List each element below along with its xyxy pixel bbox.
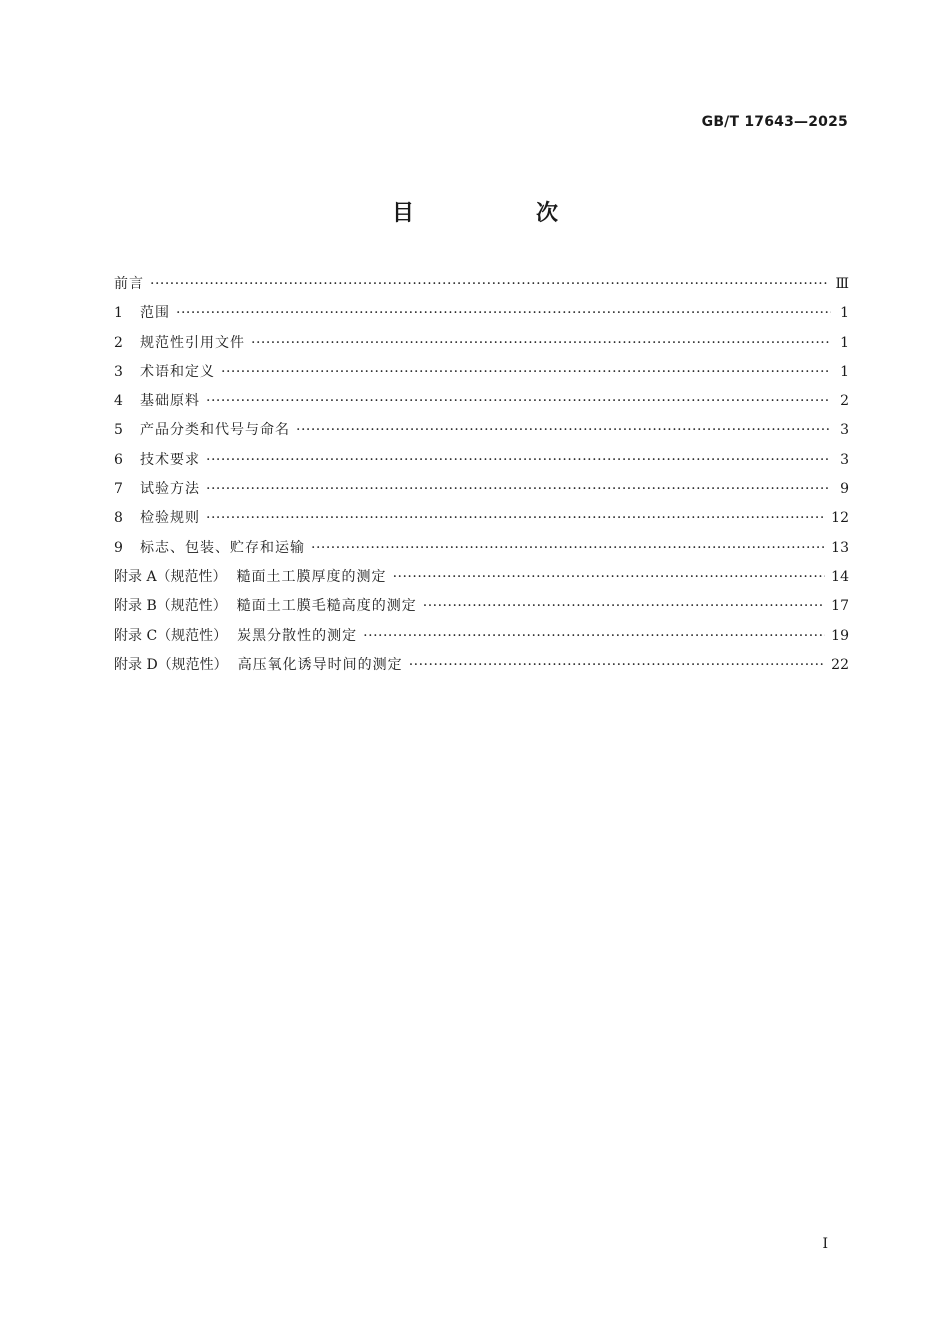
toc-entry-number: 1 <box>114 305 123 322</box>
toc-leader-dots <box>150 270 829 299</box>
toc-leader-dots <box>296 416 831 445</box>
toc-entry-number: 6 <box>114 451 123 468</box>
toc-entry-label: 范围 <box>140 305 170 322</box>
page-title: 目 次 <box>391 201 608 226</box>
toc-entry-annex-d[interactable] <box>114 651 849 680</box>
toc-entry-label: 糙面土工膜厚度的测定 <box>236 568 387 585</box>
toc-entry-label: 术语和定义 <box>140 363 215 380</box>
toc-entry-page: 1 <box>840 363 849 380</box>
toc-entry-foreword[interactable] <box>114 270 849 299</box>
toc-entry-page: 2 <box>840 393 849 410</box>
toc-entry-label: 糙面土工膜毛糙高度的测定 <box>236 598 417 615</box>
toc-entry-page: 13 <box>831 539 849 556</box>
toc-leader-dots <box>221 358 831 387</box>
toc-leader-dots <box>311 534 825 563</box>
toc-entry-page: 19 <box>831 627 849 644</box>
toc-leader-dots <box>423 592 825 621</box>
toc-entry-annex-c[interactable] <box>114 622 849 651</box>
toc-leader-dots <box>176 299 831 328</box>
toc-entry-2[interactable] <box>114 329 849 358</box>
toc-entry-label: 炭黑分散性的测定 <box>237 627 358 644</box>
toc-leader-dots <box>206 387 831 416</box>
table-of-contents <box>114 270 849 680</box>
toc-entry-6[interactable] <box>114 446 849 475</box>
toc-entry-page: 17 <box>831 598 849 615</box>
toc-entry-page: 22 <box>831 656 849 673</box>
toc-entry-4[interactable] <box>114 387 849 416</box>
standard-code: GB/T 17643—2025 <box>701 114 848 130</box>
toc-entry-label: 检验规则 <box>140 510 200 527</box>
toc-annex-heading: 附录 B（规范性） <box>114 598 227 615</box>
toc-entry-page: 14 <box>831 568 849 585</box>
toc-entry-page: Ⅲ <box>835 276 849 292</box>
toc-leader-dots <box>363 622 825 651</box>
toc-annex-heading: 附录 D（规范性） <box>114 656 228 673</box>
toc-entry-number: 9 <box>114 539 123 556</box>
toc-entry-label: 规范性引用文件 <box>140 334 245 351</box>
toc-entry-page: 3 <box>840 422 849 439</box>
toc-entry-9[interactable] <box>114 534 849 563</box>
toc-entry-8[interactable] <box>114 504 849 533</box>
toc-entry-page: 1 <box>840 334 849 351</box>
toc-entry-page: 12 <box>831 510 849 527</box>
toc-entry-page: 9 <box>840 481 849 498</box>
toc-entry-label: 标志、包装、贮存和运输 <box>140 539 305 556</box>
toc-entry-page: 3 <box>840 451 849 468</box>
toc-entry-number: 2 <box>114 334 123 351</box>
toc-leader-dots <box>206 446 831 475</box>
toc-entry-page: 1 <box>840 305 849 322</box>
toc-entry-number: 4 <box>114 393 123 410</box>
toc-entry-7[interactable] <box>114 475 849 504</box>
toc-entry-number: 5 <box>114 422 123 439</box>
toc-entry-1[interactable] <box>114 299 849 328</box>
toc-entry-5[interactable] <box>114 416 849 445</box>
toc-entry-label: 技术要求 <box>140 451 200 468</box>
toc-entry-label: 试验方法 <box>140 481 200 498</box>
toc-entry-3[interactable] <box>114 358 849 387</box>
toc-leader-dots <box>409 651 825 680</box>
toc-entry-number: 3 <box>114 363 123 380</box>
toc-entry-number: 7 <box>114 481 123 498</box>
toc-annex-heading: 附录 A（规范性） <box>114 568 227 585</box>
toc-annex-heading: 附录 C（规范性） <box>114 627 228 644</box>
toc-entry-annex-b[interactable] <box>114 592 849 621</box>
toc-entry-annex-a[interactable] <box>114 563 849 592</box>
toc-leader-dots <box>206 475 831 504</box>
toc-leader-dots <box>206 504 825 533</box>
toc-entry-label: 产品分类和代号与命名 <box>140 422 290 439</box>
toc-entry-number: 8 <box>114 510 123 527</box>
toc-entry-label: 前言 <box>114 276 144 292</box>
toc-leader-dots <box>251 329 831 358</box>
toc-entry-label: 高压氧化诱导时间的测定 <box>237 656 403 673</box>
toc-entry-label: 基础原料 <box>140 393 200 410</box>
toc-leader-dots <box>393 563 826 592</box>
page-number: I <box>822 1236 828 1252</box>
